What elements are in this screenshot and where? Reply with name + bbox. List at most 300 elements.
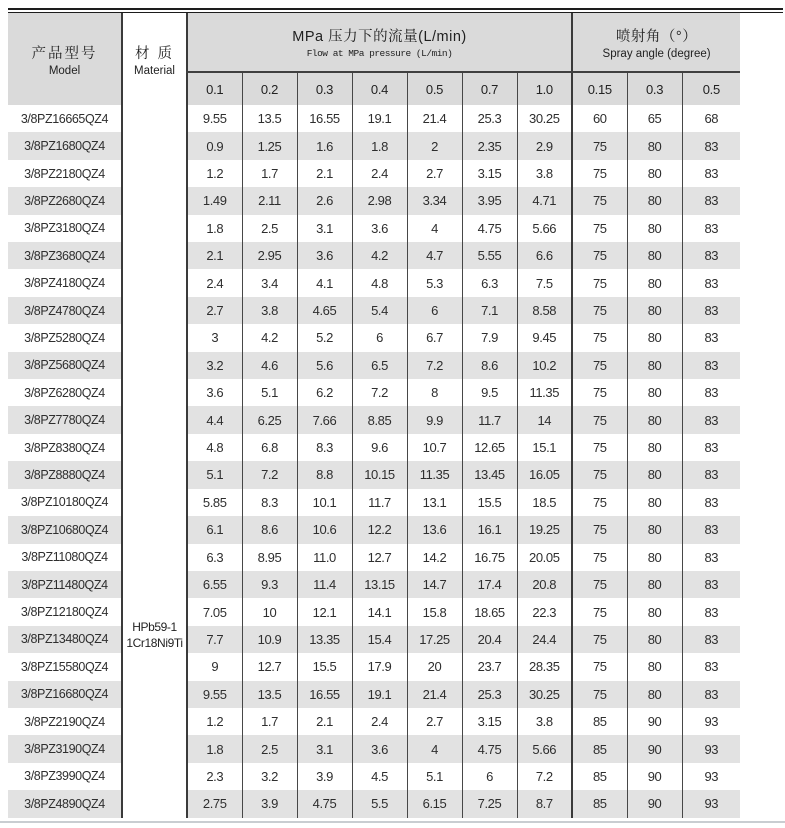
angle-cell: 75 [572, 598, 627, 625]
angle-cell: 83 [682, 434, 740, 461]
flow-cell: 30.25 [517, 681, 572, 708]
flow-cell: 5.66 [517, 735, 572, 762]
angle-cell: 80 [627, 352, 682, 379]
table-row [8, 215, 740, 242]
flow-cell: 4.1 [297, 269, 352, 296]
flow-cell: 15.5 [462, 489, 517, 516]
angle-cell: 75 [572, 379, 627, 406]
model-header-en: Model [48, 64, 81, 77]
angle-cell: 80 [627, 215, 682, 242]
pressure-col-header: 0.2 [242, 72, 297, 105]
flow-cell: 5.1 [407, 763, 462, 790]
flow-cell: 23.7 [462, 653, 517, 680]
flow-cell: 4.4 [187, 406, 242, 433]
flow-cell: 9.6 [352, 434, 407, 461]
flow-cell: 2.98 [352, 187, 407, 214]
model-cell: 3/8PZ2680QZ4 [8, 187, 122, 214]
flow-cell: 3.8 [517, 160, 572, 187]
model-cell: 3/8PZ16680QZ4 [8, 681, 122, 708]
angle-cell: 80 [627, 681, 682, 708]
flow-cell: 2 [407, 132, 462, 159]
flow-cell: 1.8 [352, 132, 407, 159]
flow-cell: 9.55 [187, 681, 242, 708]
flow-cell: 3.4 [242, 269, 297, 296]
flow-cell: 8.3 [242, 489, 297, 516]
model-cell: 3/8PZ8880QZ4 [8, 461, 122, 488]
flow-cell: 6.2 [297, 379, 352, 406]
angle-cell: 83 [682, 571, 740, 598]
angle-cell: 75 [572, 324, 627, 351]
flow-cell: 2.4 [352, 708, 407, 735]
angle-cell: 83 [682, 132, 740, 159]
flow-cell: 2.35 [462, 132, 517, 159]
model-cell: 3/8PZ3180QZ4 [8, 215, 122, 242]
flow-cell: 4 [407, 735, 462, 762]
angle-cell: 83 [682, 544, 740, 571]
flow-cell: 1.7 [242, 708, 297, 735]
flow-cell: 3.6 [352, 215, 407, 242]
flow-cell: 7.2 [407, 352, 462, 379]
table-row [8, 242, 740, 269]
flow-cell: 2.3 [187, 763, 242, 790]
flow-cell: 25.3 [462, 105, 517, 132]
pressure-col-header: 0.7 [462, 72, 517, 105]
flow-cell: 13.35 [297, 626, 352, 653]
angle-cell: 80 [627, 132, 682, 159]
material-column-header [122, 13, 187, 105]
model-cell: 3/8PZ13480QZ4 [8, 626, 122, 653]
spray-angle-header-en: Spray angle (degree) [602, 47, 711, 60]
flow-cell: 5.85 [187, 489, 242, 516]
angle-cell: 83 [682, 598, 740, 625]
flow-cell: 2.75 [187, 790, 242, 817]
material-header-zh: 材 质 [134, 45, 175, 62]
flow-cell: 3.2 [187, 352, 242, 379]
angle-cell: 75 [572, 516, 627, 543]
flow-cell: 21.4 [407, 105, 462, 132]
flow-cell: 6 [462, 763, 517, 790]
angle-cell: 90 [627, 790, 682, 817]
flow-cell: 8.8 [297, 461, 352, 488]
angle-col-header: 0.3 [627, 72, 682, 105]
flow-cell: 3.1 [297, 215, 352, 242]
flow-cell: 1.2 [187, 160, 242, 187]
flow-cell: 7.9 [462, 324, 517, 351]
angle-cell: 80 [627, 626, 682, 653]
flow-cell: 11.7 [462, 406, 517, 433]
table-row [8, 461, 740, 488]
table-row [8, 160, 740, 187]
angle-cell: 60 [572, 105, 627, 132]
flow-cell: 7.05 [187, 598, 242, 625]
flow-header-zh: MPa 压力下的流量(L/min) [292, 29, 467, 45]
flow-cell: 12.2 [352, 516, 407, 543]
pressure-col-header: 0.1 [187, 72, 242, 105]
angle-cell: 83 [682, 379, 740, 406]
angle-col-header: 0.15 [572, 72, 627, 105]
flow-cell: 1.8 [187, 735, 242, 762]
angle-cell: 83 [682, 681, 740, 708]
model-cell: 3/8PZ4890QZ4 [8, 790, 122, 817]
angle-cell: 93 [682, 708, 740, 735]
flow-cell: 4.8 [352, 269, 407, 296]
angle-cell: 75 [572, 160, 627, 187]
flow-cell: 11.35 [517, 379, 572, 406]
angle-cell: 83 [682, 297, 740, 324]
model-cell: 3/8PZ10180QZ4 [8, 489, 122, 516]
angle-cell: 80 [627, 406, 682, 433]
flow-cell: 16.55 [297, 681, 352, 708]
flow-cell: 11.7 [352, 489, 407, 516]
angle-cell: 75 [572, 242, 627, 269]
flow-cell: 2.1 [297, 708, 352, 735]
flow-cell: 3.8 [517, 708, 572, 735]
model-cell: 3/8PZ16665QZ4 [8, 105, 122, 132]
table-row [8, 626, 740, 653]
model-cell: 3/8PZ7780QZ4 [8, 406, 122, 433]
table-row [8, 653, 740, 680]
flow-cell: 10.9 [242, 626, 297, 653]
flow-cell: 5.3 [407, 269, 462, 296]
flow-cell: 5.5 [352, 790, 407, 817]
flow-cell: 11.0 [297, 544, 352, 571]
flow-header-en: Flow at MPa pressure (L/min) [306, 48, 453, 59]
angle-cell: 80 [627, 434, 682, 461]
flow-cell: 9.9 [407, 406, 462, 433]
flow-cell: 5.1 [242, 379, 297, 406]
flow-cell: 3.1 [297, 735, 352, 762]
flow-cell: 30.25 [517, 105, 572, 132]
flow-cell: 4.71 [517, 187, 572, 214]
flow-cell: 20.05 [517, 544, 572, 571]
angle-cell: 83 [682, 653, 740, 680]
flow-cell: 8.3 [297, 434, 352, 461]
angle-cell: 83 [682, 269, 740, 296]
flow-cell: 3.2 [242, 763, 297, 790]
angle-cell: 65 [627, 105, 682, 132]
flow-cell: 4.75 [462, 215, 517, 242]
model-cell: 3/8PZ3680QZ4 [8, 242, 122, 269]
flow-cell: 13.15 [352, 571, 407, 598]
angle-cell: 75 [572, 132, 627, 159]
flow-cell: 13.5 [242, 681, 297, 708]
flow-cell: 10 [242, 598, 297, 625]
angle-cell: 80 [627, 571, 682, 598]
flow-cell: 7.2 [242, 461, 297, 488]
pressure-col-header: 1.0 [517, 72, 572, 105]
pressure-col-header: 0.5 [407, 72, 462, 105]
model-cell: 3/8PZ11480QZ4 [8, 571, 122, 598]
flow-cell: 10.1 [297, 489, 352, 516]
flow-cell: 16.75 [462, 544, 517, 571]
flow-cell: 9.5 [462, 379, 517, 406]
model-cell: 3/8PZ15580QZ4 [8, 653, 122, 680]
angle-cell: 68 [682, 105, 740, 132]
angle-cell: 83 [682, 489, 740, 516]
angle-cell: 83 [682, 242, 740, 269]
flow-cell: 6.7 [407, 324, 462, 351]
angle-cell: 75 [572, 269, 627, 296]
flow-cell: 8.7 [517, 790, 572, 817]
flow-cell: 8.58 [517, 297, 572, 324]
table-row [8, 735, 740, 762]
table-row [8, 379, 740, 406]
table-row [8, 105, 740, 132]
flow-cell: 14.7 [407, 571, 462, 598]
angle-cell: 75 [572, 544, 627, 571]
model-cell: 3/8PZ5280QZ4 [8, 324, 122, 351]
flow-cell: 6.55 [187, 571, 242, 598]
angle-col-header: 0.5 [682, 72, 740, 105]
flow-cell: 2.6 [297, 187, 352, 214]
flow-cell: 13.5 [242, 105, 297, 132]
flow-cell: 3.95 [462, 187, 517, 214]
angle-cell: 85 [572, 790, 627, 817]
material-line2: 1Cr18Ni9Ti [126, 636, 183, 650]
flow-cell: 19.25 [517, 516, 572, 543]
angle-cell: 75 [572, 571, 627, 598]
flow-cell: 9.55 [187, 105, 242, 132]
flow-cell: 10.6 [297, 516, 352, 543]
flow-cell: 5.6 [297, 352, 352, 379]
flow-cell: 16.05 [517, 461, 572, 488]
angle-cell: 80 [627, 324, 682, 351]
flow-cell: 3.9 [297, 763, 352, 790]
angle-cell: 75 [572, 653, 627, 680]
angle-cell: 80 [627, 242, 682, 269]
flow-cell: 12.65 [462, 434, 517, 461]
flow-cell: 3.15 [462, 708, 517, 735]
angle-cell: 75 [572, 215, 627, 242]
bottom-rule [0, 821, 785, 823]
flow-cell: 0.9 [187, 132, 242, 159]
flow-cell: 4.8 [187, 434, 242, 461]
flow-cell: 12.7 [242, 653, 297, 680]
table-row [8, 269, 740, 296]
table-row [8, 544, 740, 571]
flow-cell: 28.35 [517, 653, 572, 680]
flow-cell: 9 [187, 653, 242, 680]
material-header-en: Material [134, 64, 175, 77]
flow-cell: 2.5 [242, 735, 297, 762]
flow-cell: 2.7 [407, 708, 462, 735]
flow-cell: 8.95 [242, 544, 297, 571]
table-row [8, 297, 740, 324]
flow-cell: 7.66 [297, 406, 352, 433]
angle-cell: 83 [682, 516, 740, 543]
flow-cell: 22.3 [517, 598, 572, 625]
model-column-header [8, 13, 122, 105]
flow-cell: 4.2 [242, 324, 297, 351]
flow-cell: 9.3 [242, 571, 297, 598]
flow-cell: 1.2 [187, 708, 242, 735]
angle-cell: 85 [572, 735, 627, 762]
flow-cell: 5.2 [297, 324, 352, 351]
pressure-col-header: 0.4 [352, 72, 407, 105]
model-cell: 3/8PZ2190QZ4 [8, 708, 122, 735]
table-row [8, 763, 740, 790]
flow-cell: 8.85 [352, 406, 407, 433]
angle-cell: 83 [682, 461, 740, 488]
model-cell: 3/8PZ11080QZ4 [8, 544, 122, 571]
flow-cell: 6.15 [407, 790, 462, 817]
flow-cell: 2.1 [297, 160, 352, 187]
flow-cell: 8.6 [462, 352, 517, 379]
angle-cell: 83 [682, 626, 740, 653]
flow-cell: 8.6 [242, 516, 297, 543]
flow-cell: 2.95 [242, 242, 297, 269]
flow-cell: 3.6 [352, 735, 407, 762]
flow-cell: 13.1 [407, 489, 462, 516]
flow-cell: 2.7 [407, 160, 462, 187]
angle-cell: 93 [682, 790, 740, 817]
table-row [8, 324, 740, 351]
angle-cell: 80 [627, 160, 682, 187]
angle-cell: 90 [627, 708, 682, 735]
material-text [123, 619, 186, 651]
angle-cell: 75 [572, 681, 627, 708]
flow-cell: 4.6 [242, 352, 297, 379]
pressure-col-header: 0.3 [297, 72, 352, 105]
flow-cell: 14.2 [407, 544, 462, 571]
angle-cell: 80 [627, 598, 682, 625]
table-row [8, 406, 740, 433]
flow-cell: 6.3 [462, 269, 517, 296]
flow-cell: 19.1 [352, 105, 407, 132]
flow-cell: 16.1 [462, 516, 517, 543]
flow-cell: 20.8 [517, 571, 572, 598]
flow-cell: 21.4 [407, 681, 462, 708]
angle-cell: 90 [627, 735, 682, 762]
flow-cell: 11.35 [407, 461, 462, 488]
flow-cell: 3.15 [462, 160, 517, 187]
flow-cell: 6.6 [517, 242, 572, 269]
flow-cell: 1.6 [297, 132, 352, 159]
flow-cell: 17.4 [462, 571, 517, 598]
angle-cell: 80 [627, 297, 682, 324]
table-row [8, 352, 740, 379]
flow-cell: 16.55 [297, 105, 352, 132]
flow-cell: 14.1 [352, 598, 407, 625]
flow-cell: 6.3 [187, 544, 242, 571]
flow-cell: 13.6 [407, 516, 462, 543]
flow-cell: 14 [517, 406, 572, 433]
flow-cell: 10.7 [407, 434, 462, 461]
flow-cell: 12.7 [352, 544, 407, 571]
flow-cell: 10.2 [517, 352, 572, 379]
table-row [8, 708, 740, 735]
angle-cell: 85 [572, 763, 627, 790]
flow-cell: 2.11 [242, 187, 297, 214]
model-cell: 3/8PZ6280QZ4 [8, 379, 122, 406]
table-row [8, 790, 740, 817]
flow-cell: 10.15 [352, 461, 407, 488]
flow-cell: 6 [407, 297, 462, 324]
model-cell: 3/8PZ2180QZ4 [8, 160, 122, 187]
flow-cell: 20 [407, 653, 462, 680]
angle-cell: 83 [682, 215, 740, 242]
table-row [8, 434, 740, 461]
flow-cell: 1.25 [242, 132, 297, 159]
flow-cell: 7.1 [462, 297, 517, 324]
material-line1: HPb59-1 [132, 620, 177, 634]
angle-cell: 75 [572, 297, 627, 324]
flow-cell: 4.5 [352, 763, 407, 790]
flow-cell: 7.5 [517, 269, 572, 296]
flow-cell: 2.4 [352, 160, 407, 187]
flow-cell: 15.5 [297, 653, 352, 680]
flow-cell: 2.4 [187, 269, 242, 296]
table-row [8, 132, 740, 159]
model-cell: 3/8PZ12180QZ4 [8, 598, 122, 625]
spray-angle-section-header [572, 13, 740, 72]
flow-cell: 17.9 [352, 653, 407, 680]
flow-cell: 2.5 [242, 215, 297, 242]
model-cell: 3/8PZ10680QZ4 [8, 516, 122, 543]
flow-cell: 13.45 [462, 461, 517, 488]
table-row [8, 516, 740, 543]
flow-cell: 1.7 [242, 160, 297, 187]
flow-cell: 4.7 [407, 242, 462, 269]
flow-cell: 6 [352, 324, 407, 351]
flow-cell: 7.2 [352, 379, 407, 406]
angle-cell: 80 [627, 516, 682, 543]
flow-cell: 2.9 [517, 132, 572, 159]
table-row [8, 598, 740, 625]
flow-cell: 4.75 [297, 790, 352, 817]
angle-cell: 83 [682, 324, 740, 351]
flow-cell: 7.7 [187, 626, 242, 653]
flow-cell: 5.55 [462, 242, 517, 269]
angle-cell: 80 [627, 269, 682, 296]
model-cell: 3/8PZ3190QZ4 [8, 735, 122, 762]
nozzle-spec-table [8, 13, 740, 818]
angle-cell: 85 [572, 708, 627, 735]
angle-cell: 90 [627, 763, 682, 790]
table-row [8, 571, 740, 598]
flow-cell: 17.25 [407, 626, 462, 653]
flow-cell: 6.5 [352, 352, 407, 379]
flow-cell: 18.65 [462, 598, 517, 625]
angle-cell: 83 [682, 352, 740, 379]
model-cell: 3/8PZ4180QZ4 [8, 269, 122, 296]
flow-cell: 4.65 [297, 297, 352, 324]
flow-cell: 7.25 [462, 790, 517, 817]
angle-cell: 80 [627, 489, 682, 516]
angle-cell: 75 [572, 187, 627, 214]
model-cell: 3/8PZ1680QZ4 [8, 132, 122, 159]
flow-cell: 12.1 [297, 598, 352, 625]
table-row [8, 489, 740, 516]
flow-cell: 9.45 [517, 324, 572, 351]
table-row [8, 681, 740, 708]
flow-cell: 20.4 [462, 626, 517, 653]
angle-cell: 83 [682, 406, 740, 433]
angle-cell: 80 [627, 187, 682, 214]
material-cell [122, 105, 187, 818]
flow-cell: 6.25 [242, 406, 297, 433]
flow-cell: 4.2 [352, 242, 407, 269]
angle-cell: 80 [627, 544, 682, 571]
flow-cell: 11.4 [297, 571, 352, 598]
model-cell: 3/8PZ3990QZ4 [8, 763, 122, 790]
flow-cell: 1.49 [187, 187, 242, 214]
model-header-zh: 产品型号 [31, 45, 98, 62]
model-cell: 3/8PZ5680QZ4 [8, 352, 122, 379]
table-row [8, 187, 740, 214]
spray-angle-header-zh: 喷射角（°） [615, 28, 698, 45]
angle-cell: 93 [682, 763, 740, 790]
